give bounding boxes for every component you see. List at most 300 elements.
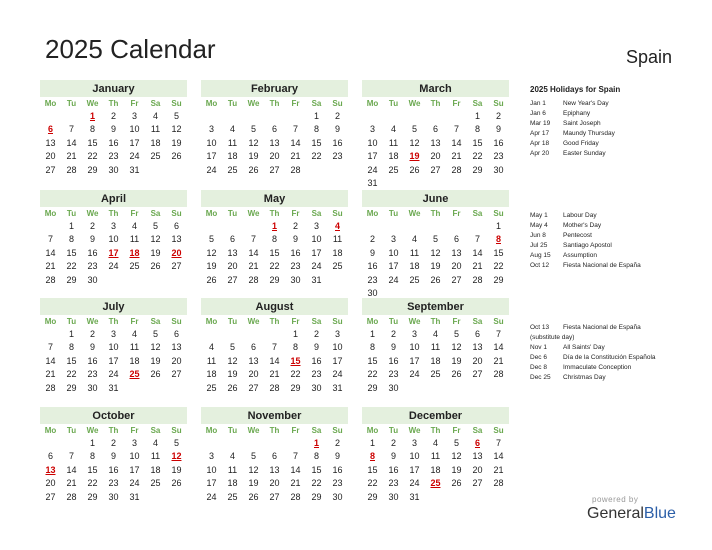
day-cell: 18 [430,464,441,475]
day-cell: 27 [45,164,56,175]
day-cell: 22 [472,151,483,162]
day-cell: 25 [150,151,161,162]
weekday-label: Mo [44,99,57,108]
day-cell: 17 [409,355,420,366]
day-cell: 21 [493,464,504,475]
day-cell: 31 [129,491,140,502]
holiday-name: Assumption [563,252,597,259]
day-cell [222,437,243,450]
day-cell [243,110,264,123]
day-cell: 31 [409,491,420,502]
day-cell: 24 [409,369,420,380]
week-row [201,110,348,123]
day-cell: 16 [367,261,378,272]
weekday-label: Mo [44,209,57,218]
day-cell: 23 [108,478,119,489]
day-cell: 17 [108,247,119,258]
day-cell: 19 [150,355,161,366]
day-cell: 20 [472,464,483,475]
day-cell: 23 [290,261,301,272]
weekday-label: Tu [66,209,77,218]
day-cell: 13 [171,342,182,353]
day-cell: 28 [493,478,504,489]
week-row [362,247,509,260]
weekday-label: Tu [388,426,399,435]
holiday-item [530,221,641,231]
weekday-label: We [408,426,421,435]
week-row [201,355,348,368]
day-cell: 21 [269,369,280,380]
month-june [362,190,509,300]
weekday-label: Th [430,209,441,218]
day-cell: 27 [451,274,462,285]
day-cell: 5 [173,438,179,448]
day-cell: 13 [248,355,259,366]
day-cell: 8 [271,234,277,245]
day-cell: 18 [388,151,399,162]
month-october [40,407,187,504]
day-cell: 8 [68,342,74,353]
month-name: April [40,190,187,207]
week-row [201,137,348,150]
day-cell: 29 [493,274,504,285]
week-row [201,123,348,136]
week-row [40,437,187,450]
day-cell: 10 [367,137,378,148]
day-cell: 18 [227,151,238,162]
day-cell [285,437,306,450]
day-cell: 15 [66,355,77,366]
day-cell: 12 [430,247,441,258]
day-cell: 14 [451,137,462,148]
day-cell: 9 [89,234,95,245]
day-cell [201,437,222,450]
day-cell: 21 [45,261,56,272]
weekday-label: Th [108,426,119,435]
day-cell: 25 [430,369,441,380]
day-cell: 28 [66,164,77,175]
day-cell: 22 [311,151,322,162]
day-cell: 6 [474,329,480,339]
day-cell: 17 [206,478,217,489]
day-cell: 15 [472,137,483,148]
day-cell: 27 [171,369,182,380]
day-cell: 2 [495,111,501,121]
holiday-group [530,323,656,383]
week-row [201,328,348,341]
weekday-label: Fr [291,209,300,218]
day-cell: 23 [388,369,399,380]
weekday-label: Th [269,99,280,108]
day-cell: 30 [332,491,343,502]
day-cell: 4 [131,329,137,339]
weekday-label: We [247,209,260,218]
week-row [362,110,509,123]
holiday-item [530,149,615,159]
day-cell: 10 [108,342,119,353]
day-cell: 11 [388,137,399,148]
week-row [362,150,509,163]
day-cell: 25 [388,164,399,175]
week-row [40,477,187,490]
day-cell: 6 [474,438,480,448]
holiday-name: Epiphany [563,110,591,117]
week-row [362,123,509,136]
day-cell: 28 [66,491,77,502]
day-cell: 18 [150,464,161,475]
week-row [201,450,348,463]
weekday-label: We [86,209,99,218]
day-cell: 5 [411,124,417,135]
day-cell [404,220,425,233]
day-cell: 25 [150,478,161,489]
day-cell: 4 [131,221,137,231]
weekday-header [201,97,348,110]
week-row [40,137,187,150]
day-cell: 17 [206,151,217,162]
day-cell: 6 [173,221,179,231]
day-cell: 9 [495,124,501,135]
week-row [40,260,187,273]
day-cell: 10 [409,451,420,462]
day-cell: 7 [292,124,298,135]
weekday-label: Fr [452,317,461,326]
day-cell: 14 [472,247,483,258]
holiday-item [530,373,656,383]
day-cell [222,110,243,123]
day-cell: 22 [311,478,322,489]
weekday-header [201,315,348,328]
day-cell: 22 [493,261,504,272]
day-cell [145,382,166,395]
day-cell: 26 [227,382,238,393]
holiday-date: Mar 19 [530,120,551,127]
holidays-title: 2025 Holidays for Spain [530,85,621,94]
day-cell: 9 [369,247,375,258]
day-cell: 17 [108,355,119,366]
day-cell: 5 [453,438,459,448]
month-name: March [362,80,509,97]
weekday-label: We [408,317,421,326]
week-row [40,328,187,341]
holiday-date: Apr 20 [530,150,550,157]
month-july [40,298,187,395]
day-cell: 3 [131,111,137,121]
weekday-label: Th [269,209,280,218]
day-cell: 14 [290,464,301,475]
day-cell: 11 [150,124,161,135]
day-cell: 15 [493,247,504,258]
day-cell: 15 [87,137,98,148]
day-cell: 20 [248,369,259,380]
day-cell: 3 [411,329,417,339]
day-cell: 17 [367,151,378,162]
day-cell: 27 [269,491,280,502]
day-cell: 12 [248,137,259,148]
powered-by: powered by [592,495,639,504]
weekday-label: Mo [366,426,379,435]
day-cell: 15 [290,355,301,366]
weekday-label: Sa [472,317,483,326]
weekday-label: Th [108,209,119,218]
day-cell [467,491,488,504]
day-cell: 1 [89,111,95,121]
day-cell: 28 [248,274,259,285]
day-cell: 11 [430,342,441,353]
day-cell: 9 [334,451,340,462]
day-cell: 27 [269,164,280,175]
day-cell: 14 [269,355,280,366]
day-cell: 2 [292,221,298,231]
holiday-name: All Saints' Day [563,344,605,351]
day-cell: 19 [171,137,182,148]
brand-logo: GeneralBlue [587,505,676,522]
day-cell [404,110,425,123]
day-cell [222,220,243,233]
day-cell [264,437,285,450]
weekday-label: Sa [472,209,483,218]
day-cell: 13 [472,342,483,353]
weekday-label: Sa [150,99,161,108]
day-cell [201,110,222,123]
day-cell: 12 [150,342,161,353]
day-cell [362,110,383,123]
day-cell: 1 [292,329,298,339]
day-cell: 26 [150,369,161,380]
day-cell: 13 [269,137,280,148]
month-september [362,298,509,395]
holiday-name: Saint Joseph [563,120,601,127]
day-cell: 27 [171,261,182,272]
day-cell: 6 [271,451,277,462]
day-cell: 16 [311,355,322,366]
day-cell: 8 [89,124,95,135]
day-cell: 28 [493,369,504,380]
day-cell: 6 [47,124,53,135]
month-april [40,190,187,287]
weekday-header [40,424,187,437]
day-cell: 2 [110,111,116,121]
day-cell: 3 [110,329,116,339]
day-cell [145,164,166,177]
day-cell: 16 [332,137,343,148]
weekday-label: Mo [366,99,379,108]
day-cell: 31 [367,177,378,188]
day-cell: 27 [248,382,259,393]
day-cell: 4 [152,111,158,121]
day-cell: 6 [250,342,256,353]
day-cell: 7 [453,124,459,135]
day-cell [467,177,488,190]
holiday-date: Jan 6 [530,110,546,117]
weekday-label: Su [493,426,504,435]
day-cell: 20 [45,151,56,162]
weekday-label: Th [430,99,441,108]
day-cell [264,110,285,123]
day-cell: 12 [171,451,182,462]
month-may [201,190,348,287]
day-cell: 1 [495,221,501,231]
weekday-label: We [86,426,99,435]
week-row [362,382,509,395]
day-cell: 24 [206,164,217,175]
week-row [40,464,187,477]
day-cell: 29 [269,274,280,285]
day-cell: 15 [367,355,378,366]
weekday-label: Fr [130,99,139,108]
holiday-item [530,261,641,271]
weekday-label: Su [332,317,343,326]
holiday-item [530,323,656,333]
weekday-label: Su [332,209,343,218]
day-cell: 25 [129,261,140,272]
weekday-label: Tu [66,426,77,435]
weekday-label: Su [171,317,182,326]
holiday-item [530,109,615,119]
day-cell: 9 [390,451,396,462]
day-cell: 26 [206,274,217,285]
day-cell: 16 [332,464,343,475]
month-name: May [201,190,348,207]
day-cell: 28 [45,274,56,285]
day-cell: 3 [208,451,214,462]
holiday-date: May 4 [530,222,548,229]
week-row [362,274,509,287]
weekday-label: Mo [205,317,218,326]
day-cell: 14 [290,137,301,148]
day-cell: 20 [472,355,483,366]
day-cell: 22 [290,369,301,380]
day-cell: 23 [87,369,98,380]
day-cell: 13 [269,464,280,475]
day-cell: 16 [493,137,504,148]
day-cell: 18 [129,247,140,258]
day-cell: 2 [89,329,95,339]
day-cell: 8 [292,342,298,353]
weekday-label: Sa [150,209,161,218]
day-cell [61,437,82,450]
day-cell: 6 [271,124,277,135]
week-row [362,464,509,477]
day-cell: 23 [87,261,98,272]
day-cell: 26 [171,478,182,489]
week-row [40,341,187,354]
day-cell: 14 [45,355,56,366]
holiday-date: Dec 8 [530,364,547,371]
day-cell: 22 [367,478,378,489]
day-cell: 10 [129,124,140,135]
day-cell: 29 [66,382,77,393]
day-cell: 21 [451,151,462,162]
day-cell [145,274,166,287]
day-cell: 11 [430,451,441,462]
holiday-item [530,333,656,343]
day-cell [166,274,187,287]
day-cell: 30 [311,382,322,393]
month-name: December [362,407,509,424]
weekday-label: Su [171,426,182,435]
day-cell [166,491,187,504]
month-january [40,80,187,177]
weekday-label: Fr [452,209,461,218]
day-cell: 14 [45,247,56,258]
day-cell [166,164,187,177]
week-row [201,491,348,504]
weekday-label: Th [269,317,280,326]
weekday-label: Sa [150,317,161,326]
weekday-label: Sa [472,99,483,108]
month-august [201,298,348,395]
week-row [40,450,187,463]
day-cell: 1 [369,438,375,448]
holiday-date: Jun 8 [530,232,546,239]
day-cell: 19 [171,464,182,475]
day-cell: 24 [367,164,378,175]
month-name: February [201,80,348,97]
day-cell: 18 [409,261,420,272]
day-cell: 26 [248,491,259,502]
day-cell: 18 [129,355,140,366]
day-cell: 22 [66,369,77,380]
day-cell [446,110,467,123]
holiday-item [530,231,641,241]
day-cell: 26 [451,478,462,489]
day-cell: 2 [110,438,116,448]
day-cell [306,164,327,177]
day-cell: 8 [495,234,501,245]
week-row [40,220,187,233]
day-cell: 7 [47,234,53,245]
weekday-label: Sa [472,426,483,435]
day-cell: 14 [248,247,259,258]
day-cell: 8 [313,451,319,462]
holiday-date: Apr 18 [530,140,550,147]
day-cell: 28 [290,164,301,175]
day-cell: 29 [87,164,98,175]
holiday-name: Good Friday [563,140,599,147]
day-cell: 12 [451,342,462,353]
weekday-label: Fr [452,99,461,108]
day-cell: 29 [311,491,322,502]
day-cell: 23 [332,478,343,489]
day-cell: 20 [171,355,182,366]
weekday-label: Th [269,426,280,435]
week-row [362,450,509,463]
day-cell: 26 [451,369,462,380]
day-cell: 4 [411,234,417,245]
day-cell: 4 [432,329,438,339]
day-cell: 30 [108,491,119,502]
weekday-label: We [408,99,421,108]
day-cell [243,328,264,341]
weekday-label: Sa [150,426,161,435]
day-cell [145,491,166,504]
day-cell: 7 [495,329,501,339]
day-cell: 13 [45,464,56,475]
day-cell: 25 [206,382,217,393]
day-cell: 18 [206,369,217,380]
day-cell [201,220,222,233]
week-row [40,247,187,260]
day-cell: 18 [430,355,441,366]
holiday-item [530,129,615,139]
day-cell [383,220,404,233]
weekday-label: Fr [130,209,139,218]
holiday-date: Oct 12 [530,262,550,269]
day-cell: 4 [229,451,235,462]
day-cell: 18 [150,137,161,148]
week-row [362,341,509,354]
